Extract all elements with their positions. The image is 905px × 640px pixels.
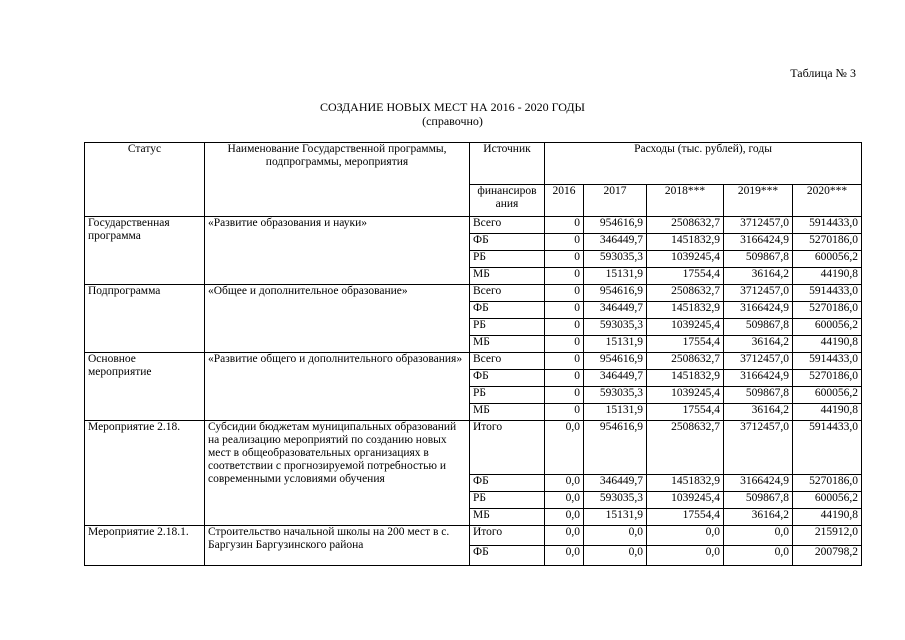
row-value: 15131,9 [584, 404, 647, 421]
row-value: 3712457,0 [724, 285, 793, 302]
row-value: 600056,2 [793, 387, 862, 404]
row-value: 0,0 [545, 421, 584, 475]
table-row [85, 526, 862, 546]
table-row [85, 217, 862, 234]
row-source: ФБ [470, 302, 545, 319]
row-status: Государственная программа [85, 217, 205, 285]
row-source: РБ [470, 492, 545, 509]
row-source: МБ [470, 336, 545, 353]
row-value: 1039245,4 [647, 319, 724, 336]
row-value: 3166424,9 [724, 370, 793, 387]
header-year: 2016 [545, 185, 584, 217]
table-row [85, 421, 862, 475]
row-value: 5270186,0 [793, 370, 862, 387]
row-value: 346449,7 [584, 475, 647, 492]
row-value: 15131,9 [584, 509, 647, 526]
document-title: СОЗДАНИЕ НОВЫХ МЕСТ НА 2016 - 2020 ГОДЫ [320, 100, 585, 114]
row-value: 44190,8 [793, 509, 862, 526]
row-value: 1451832,9 [647, 370, 724, 387]
row-value: 1451832,9 [647, 475, 724, 492]
table-number: Таблица № 3 [790, 66, 856, 80]
header-status: Статус [85, 143, 205, 217]
row-value: 44190,8 [793, 404, 862, 421]
row-source: МБ [470, 509, 545, 526]
row-value: 15131,9 [584, 336, 647, 353]
row-value: 215912,0 [793, 526, 862, 546]
row-value: 593035,3 [584, 387, 647, 404]
row-value: 1039245,4 [647, 251, 724, 268]
row-value: 0 [545, 268, 584, 285]
row-program-name: Строительство начальной школы на 200 мест в с. Баргузин Баргузинского района [205, 526, 470, 566]
row-value: 36164,2 [724, 404, 793, 421]
row-value: 17554,4 [647, 336, 724, 353]
row-value: 509867,8 [724, 492, 793, 509]
row-value: 954616,9 [584, 421, 647, 475]
row-value: 36164,2 [724, 268, 793, 285]
row-value: 0,0 [545, 492, 584, 509]
row-value: 1039245,4 [647, 387, 724, 404]
row-value: 17554,4 [647, 404, 724, 421]
row-value: 0 [545, 336, 584, 353]
row-source: Итого [470, 526, 545, 546]
row-value: 0 [545, 353, 584, 370]
row-value: 5270186,0 [793, 302, 862, 319]
expenses-table [84, 142, 862, 566]
row-value: 954616,9 [584, 217, 647, 234]
header-year: 2020*** [793, 185, 862, 217]
row-value: 200798,2 [793, 546, 862, 566]
row-value: 2508632,7 [647, 285, 724, 302]
row-value: 0 [545, 370, 584, 387]
table-row [85, 353, 862, 370]
row-value: 0,0 [584, 526, 647, 546]
row-value: 600056,2 [793, 319, 862, 336]
row-value: 3166424,9 [724, 234, 793, 251]
header-year: 2018*** [647, 185, 724, 217]
row-value: 5914433,0 [793, 353, 862, 370]
row-source: ФБ [470, 546, 545, 566]
document-subtitle: (справочно) [422, 114, 483, 128]
row-value: 0,0 [545, 546, 584, 566]
header-name: Наименование Государственной программы, подпрограммы, мероприятия [205, 143, 470, 217]
row-value: 0,0 [545, 509, 584, 526]
row-value: 2508632,7 [647, 353, 724, 370]
row-value: 17554,4 [647, 509, 724, 526]
row-value: 0,0 [724, 546, 793, 566]
row-value: 15131,9 [584, 268, 647, 285]
row-source: ФБ [470, 370, 545, 387]
row-program-name: «Развитие образования и науки» [205, 217, 470, 285]
row-value: 0 [545, 319, 584, 336]
row-value: 3712457,0 [724, 421, 793, 475]
row-value: 593035,3 [584, 492, 647, 509]
row-source: РБ [470, 387, 545, 404]
row-value: 0 [545, 217, 584, 234]
row-value: 0 [545, 387, 584, 404]
row-value: 5914433,0 [793, 421, 862, 475]
row-value: 0,0 [647, 526, 724, 546]
row-source: Всего [470, 217, 545, 234]
row-source: Всего [470, 353, 545, 370]
row-value: 1451832,9 [647, 302, 724, 319]
row-value: 593035,3 [584, 319, 647, 336]
row-program-name: Субсидии бюджетам муниципальных образований на реализацию мероприятий по созданию новых мест в общеобразовательных организациях в соответствии с прогнозируемой потребностью и современными условиями обучения [205, 421, 470, 526]
row-value: 5270186,0 [793, 234, 862, 251]
row-value: 509867,8 [724, 319, 793, 336]
row-value: 44190,8 [793, 336, 862, 353]
row-value: 954616,9 [584, 285, 647, 302]
row-value: 0,0 [545, 526, 584, 546]
row-value: 600056,2 [793, 251, 862, 268]
row-value: 3712457,0 [724, 217, 793, 234]
header-source: Источник [470, 143, 545, 185]
row-value: 36164,2 [724, 336, 793, 353]
row-program-name: «Общее и дополнительное образование» [205, 285, 470, 353]
row-value: 0 [545, 251, 584, 268]
row-value: 1451832,9 [647, 234, 724, 251]
row-source: МБ [470, 404, 545, 421]
row-value: 0 [545, 404, 584, 421]
row-value: 2508632,7 [647, 421, 724, 475]
row-source: РБ [470, 251, 545, 268]
row-value: 0,0 [545, 475, 584, 492]
row-status: Подпрограмма [85, 285, 205, 353]
row-value: 3166424,9 [724, 302, 793, 319]
row-value: 346449,7 [584, 302, 647, 319]
row-source: РБ [470, 319, 545, 336]
row-value: 346449,7 [584, 370, 647, 387]
row-status: Мероприятие 2.18. [85, 421, 205, 526]
row-value: 0,0 [584, 546, 647, 566]
row-status: Основное мероприятие [85, 353, 205, 421]
header-year: 2017 [584, 185, 647, 217]
row-value: 0,0 [724, 526, 793, 546]
header-expenses: Расходы (тыс. рублей), годы [545, 143, 862, 185]
row-source: МБ [470, 268, 545, 285]
row-value: 17554,4 [647, 268, 724, 285]
row-value: 5270186,0 [793, 475, 862, 492]
row-value: 954616,9 [584, 353, 647, 370]
row-value: 44190,8 [793, 268, 862, 285]
row-value: 600056,2 [793, 492, 862, 509]
row-status: Мероприятие 2.18.1. [85, 526, 205, 566]
row-value: 0 [545, 234, 584, 251]
row-source: Итого [470, 421, 545, 475]
row-value: 5914433,0 [793, 285, 862, 302]
row-value: 3166424,9 [724, 475, 793, 492]
header-source-financing: финансиров ания [470, 185, 545, 217]
row-value: 1039245,4 [647, 492, 724, 509]
row-value: 593035,3 [584, 251, 647, 268]
header-year: 2019*** [724, 185, 793, 217]
row-program-name: «Развитие общего и дополнительного образования» [205, 353, 470, 421]
row-value: 0 [545, 302, 584, 319]
row-source: ФБ [470, 234, 545, 251]
row-value: 0 [545, 285, 584, 302]
row-value: 3712457,0 [724, 353, 793, 370]
table-row [85, 285, 862, 302]
row-source: ФБ [470, 475, 545, 492]
row-source: Всего [470, 285, 545, 302]
row-value: 509867,8 [724, 251, 793, 268]
row-value: 509867,8 [724, 387, 793, 404]
row-value: 0,0 [647, 546, 724, 566]
row-value: 2508632,7 [647, 217, 724, 234]
row-value: 346449,7 [584, 234, 647, 251]
row-value: 36164,2 [724, 509, 793, 526]
row-value: 5914433,0 [793, 217, 862, 234]
